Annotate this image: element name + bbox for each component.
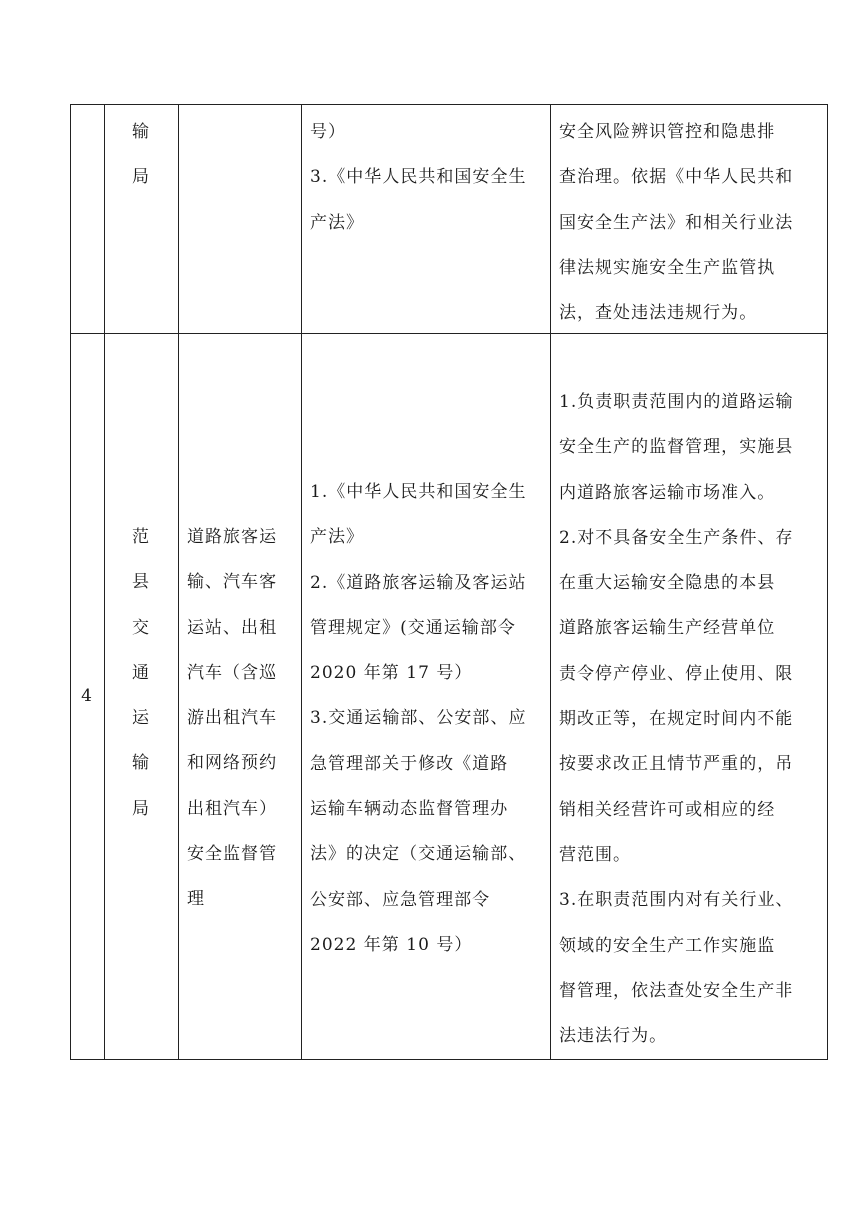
duty-cell: 1.负责职责范围内的道路运输 安全生产的监督管理，实施县 内道路旅客运输市场准入。 2.对不具备安全生产条件、存 在重大运输安全隐患的本县 道路旅客运输生产经营单位 责令停产停业、停止使用、限 期改正等，在规定时间内不能 按要求改正且情节严重的，吊 销相关经营许可或相应的经 营范围。 3.在职责范围内对有关行业、 领域的安全生产工作实施监 督管理，依法查处安全生产非 法违法行为。 — [559, 392, 794, 1047]
scope-cell: 道路旅客运 输、汽车客 运站、出租 汽车（含巡 游出租汽车 和网络预约 出租汽车） 安全监督管 理 — [187, 527, 278, 910]
table-row — [104, 110, 178, 201]
basis-cell: 1.《中华人民共和国安全生 产法》 2.《道路旅客运输及客运站 管理规定》(交通运输部令 2020 年第 17 号） 3.交通运输部、公安部、应 急管理部关于修改《道路 运输车辆动态监督管理办 法》的决定（交通运输部、 公安部、应急管理部令 2022 年第 10 号） — [310, 482, 527, 955]
agency-cell: 范 县 交 通 运 输 局 — [131, 527, 151, 819]
basis-cell: 号） 3.《中华人民共和国安全生 产法》 — [310, 122, 527, 233]
column-divider — [178, 104, 179, 1060]
column-divider — [301, 104, 302, 1060]
column-divider — [550, 104, 551, 1060]
table-border-top — [70, 104, 828, 105]
table-border-right — [827, 104, 828, 1060]
responsibility-table — [70, 104, 828, 1060]
row-number: 4 — [81, 685, 93, 706]
agency-cell: 输 局 — [131, 122, 151, 188]
duty-cell: 安全风险辨识管控和隐患排 查治理。依据《中华人民共和 国安全生产法》和相关行业法 律法规实施安全生产监管执 法，查处违法违规行为。 — [559, 122, 794, 324]
